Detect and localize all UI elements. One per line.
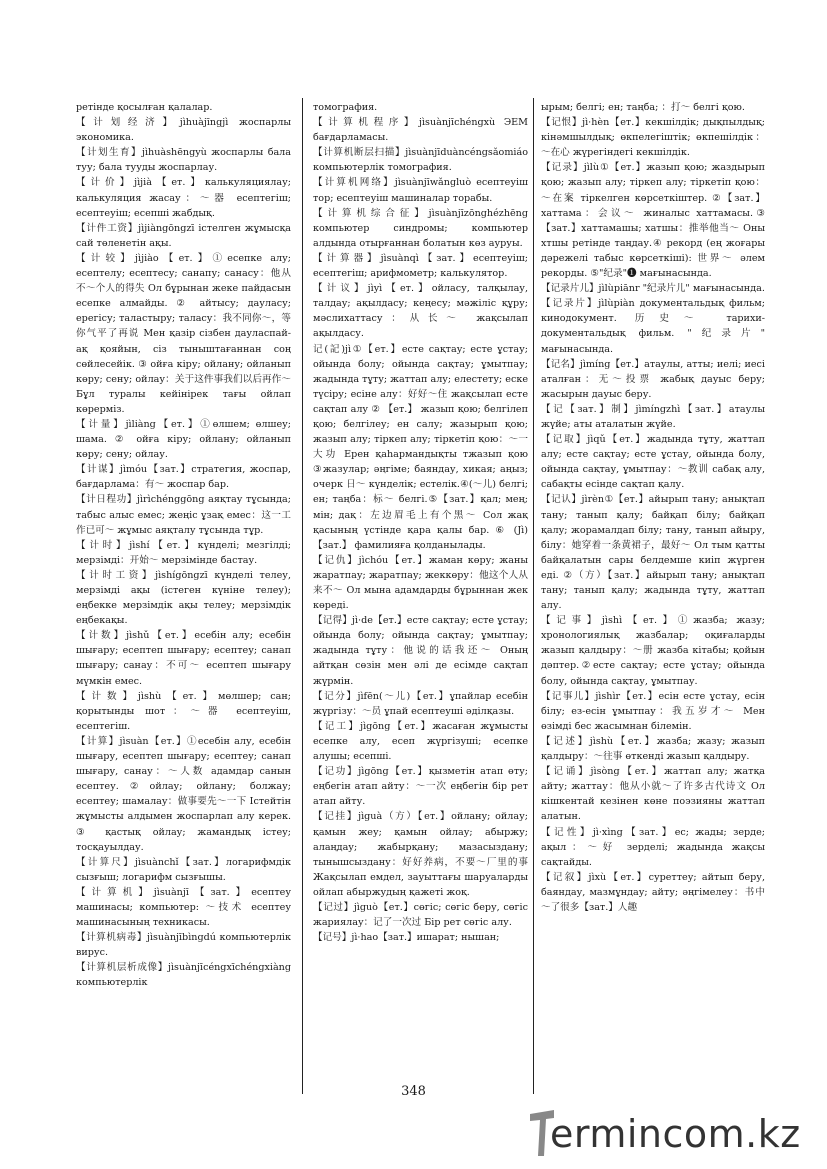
entry: 【记诵】jìsòng【ет.】жаттап алу; жатқа айту; жаттау：他从小就～了许多古代诗文 Ол кішкентай кезінен көне поэзияны жаттап алатын.	[541, 766, 765, 823]
entry: 【计算】jìsuàn【ет.】①есебін алу, есебін шығару, есептеп шығару; есептеу; санап шығару, санау：～人数 адамдар санын есептеу.②ойлау; ойлану; болжау; есептеу; шамалау：做事要先～一下 Істейтін жұмысты алдымен жоспарлап алу керек. ③ қастық ойлау; жамандық істеу; тосқауылдау.	[76, 735, 291, 853]
entry: 【计数】jìshǔ【ет.】есебін алу; есебін шығару; есептеп шығару; есептеу; санап шығару; санау：不可～ есептеп шығару мүмкін емес.	[76, 630, 291, 687]
entry: 【计议】jìyì【ет.】ойласу, талқылау, талдау; ақылдасу; кеңесу; мәжіліс құру; мәслихаттасу：从长～ жақсылап ақылдасу.	[313, 283, 528, 340]
entry: 【计算机断层扫描】jìsuànjīduàncéngsǎomiáo компьютерлік томография.	[313, 147, 528, 174]
entry: 【记事儿】jìshìr【ет.】есін есте ұстау, есін білу; ез-есін ұмытпау：我五岁才～ Мен өзімді бес жасымнан білемін.	[541, 690, 765, 732]
logo-text: ermincom.kz	[550, 1112, 801, 1156]
column-divider	[302, 98, 303, 1094]
dictionary-column-3	[541, 100, 765, 1090]
entry: 【计算尺】jìsuànchǐ【зат.】логарифмдік сызғыш; логарифм сызғышы.	[76, 856, 291, 883]
entry: 【记功】jìgōng【ет.】қызметін атап өту; еңбегін атап айту：～一次 еңбегін бір рет атап айту.	[313, 766, 528, 808]
entry: 【记录】jìlù①【ет.】жазып қою; жаздырып қою; жазып алу; тіркеп алу; тіркетіп қою：～在案 тіркелген көрсеткіштер. ②【зат.】хаттама：会议～ жиналыс хаттамасы.③【зат.】хаттамашы; хатшы：推举他当～ Оны хтшы ретінде таңдау.④ рекорд (ең жоғары дәрежелі табыс көрсеткіші): 世界～ әлем рекорды. ⑤"纪录"❶ мағынасында.	[541, 162, 765, 280]
entry: 【计较】jìjiào【ет.】①есепке алу; есептелу; есептесу; санапу; санасу：他从不～个人的得失 Ол бұрынан жеке пайдасын есепке алмайды. ② айтысу; дауласу; ерегісу; таластыру; таласу：我不同你～，等你气平了再说 Мен қазір сізбен дауласпай-ақ қояйын, сіз тыныштағаннан соң сөйлесейік. ③ ойға кіру; ойлану; ойланып көру; сену; ойлау：关于这件事我们以后再作～ Бұл туралы кейінірек тағы ойлап көрерміз.	[76, 252, 291, 415]
entry: 【计时】jìshí【ет.】күнделі; мезгілді; мерзімді：开始～ мерзімінде бастау.	[76, 539, 291, 566]
entry: 【计价】jìjià【ет.】калькуляциялау; калькуляция жасау：～器 есептегіш; есептеуіш; есепші жабдық.	[76, 177, 291, 219]
entry: 【计算器】jìsuànqì【зат.】есептеуіш; есептегіш; арифмометр; калькулятор.	[313, 252, 528, 280]
entry: томография.	[313, 102, 378, 113]
entry: 【记得】jì·de【ет.】есте сақтау; есте ұстау; ойында болу; ойында сақтау; ұмытпау; жадында тұту：他说的话我还～ Оның айтқан сөзін мен әлі де есімде сақтап жүрмін.	[313, 615, 528, 687]
entry: 【计时工资】jìshígōngzī күнделі телеу, мерзімді ақы (істеген күніне телеу); еңбекке мерзімдік ақы телеу; мерзімдік еңбекақы.	[76, 569, 291, 627]
entry: 【记事】jìshì【ет.】①жазба; жазу; хронологиялық жазбалар; оқиғаларды жазып қалдыру：～册 жазба кітабы; қойын дәптер.②есте сақтау; есте ұстау; ойында болу, ойында сақтау, ұмытпау.	[541, 615, 765, 687]
entry: 【计算机】jìsuànjī【зат.】есептеу машинасы; компьютер: ～技术 есептеу машинасының техникасы.	[76, 886, 291, 929]
entry: 【计日程功】jìrìchénggōng аяқтау тұсында; табыс алыс емес; жеңіс ұзақ емес：这一工作已可～ жұмыс аяқталу тұсында тұр.	[76, 494, 291, 536]
entry: 【计件工资】jìjiàngōngzī істелген жұмысқа сай төленетін ақы.	[76, 222, 291, 249]
entry: 【计算机层析成像】jìsuànjīcéngxīchéngxiàng компьютерлік	[76, 962, 291, 989]
entry: 【记恨】jì·hèn【ет.】кекшілдік; дықпылдық; кінәмшылдық; өкпелегіштік; өкпешілдік：～在心 жүрегіндегі кекшілдік.	[541, 117, 765, 159]
entry: 【计算机网络】jìsuànjīwǎngluò есептеуіш тор; есептеуіш машиналар торабы.	[313, 177, 528, 204]
termincom-logo	[530, 1110, 810, 1160]
entry: 【计量】jìliàng【ет.】①өлшем; өлшеу; шама. ② ойға кіру; ойлану; ойланып көру; сену; ойлау.	[76, 418, 291, 461]
dictionary-column-1	[76, 100, 291, 1090]
entry: 【计算机病毒】jìsuànjībìngdú компьютерлік вирус.	[76, 932, 291, 959]
entry: 【记叙】jìxù【ет.】суреттеу; айтып беру, баяндау, мазмұндау; айту; әңгімелеу：书中～了很多【зат.】人趣	[541, 871, 765, 913]
entry: 【计谋】jìmóu【зат.】стратегия, жоспар, бағдарлама：有～ жоспар бар.	[76, 464, 291, 491]
entry: 【记过】jìguò【ет.】сөгіс; сөгіс беру, сөгіс жариялау：记了一次过 Бір рет сөгіс алу.	[313, 901, 528, 929]
entry: 【记分】jìfēn(～儿)【ет.】ұпайлар есебін жүргізу：～员 ұпай есептеуші әділқазы.	[313, 690, 528, 717]
entry: 【记性】jì·xìng【зат.】ес; жады; зерде; ақыл：～好 зерделі; жадында жақсы сақтайды.	[541, 826, 765, 868]
entry: 记(記)jì①【ет.】есте сақтау; есте ұстау; ойында болу; ойында сақтау; ұмытпау; жадында тұту; жаттап алу; елестету; еске түсіру; есіне алу：好好～住 жақсылап есте сақтап алу ② 【ет.】 жазып қою; белгілеп қою; белгілеу; ен салу; жазырып қою; жазып алу; тіркеп алу; тіркетіп қою：～一大功 Ерен қаһармандықты тжазып қою ③жазулар; әңгіме; баяндау, хикая; аңыз; очерк 日～ күнделік; естелік.④(～儿) белгі; ен; таңба：标～ белгі.⑤【зат.】қал; мең; мін; дақ：左边眉毛上有个黑～ Сол жақ қасының үстінде қара қалы бар. ⑥ (Jì) 【зат.】 фамилияға қолданылады.	[313, 343, 528, 551]
page-number: 348	[401, 1084, 426, 1099]
entry: 【计划生育】jìhuàshēngyù жоспарлы бала туу; бала тууды жоспарлау.	[76, 147, 291, 174]
entry: 【记录片儿】jìlùpiānr "纪录片儿" мағынасында.	[541, 283, 765, 295]
entry: 【记工】jìgōng【ет.】жасаған жұмысты есепке алу, есеп жүргізуші; есепке алушы; есепші.	[313, 720, 528, 763]
column-divider	[533, 98, 534, 1094]
entry: ырым; белгі; ен; таңба; ：打～ белгі қою.	[541, 102, 745, 113]
entry: ретінде қосылған қалалар.	[76, 102, 213, 113]
entry: 【记述】jìshù【ет.】жазба; жазу; жазып қалдыру：～往事 өткенді жазып қалдыру.	[541, 735, 765, 763]
entry: 【记取】jìqǔ【ет.】жадында тұту, жаттап алу; есте сақтау; есте ұстау, ойында болу, ойында сақтау, ұмытпау：～教训 сабақ алу, сабақты есінде сақтап қалу.	[541, 434, 765, 491]
entry: 【记录片】jìlùpiàn документальдық фильм; кинодокумент. 历史～ тарихи-документальдық фильм. "纪录片" мағынасында.	[541, 298, 765, 355]
entry: 【记认】jìrèn①【ет.】айырып тану; анықтап тану; танып қалу; байқап білу; байқап қалу; жорамалдап білу; тану, танып айыру, білу：她穿着一条黄裙子，最好～ Ол тым қатты байқалатын сары белдемше киіп жүрген еді. ②（方）【зат.】айырып тану; анықтап тану; танып қалу; жадында тұту, жаттап алу.	[541, 494, 765, 612]
entry: 【记名】jìmíng【ет.】атаулы, атты; иелі; иесі аталған：无～投票 жабық дауыс беру; жасырын дауыс беру.	[541, 358, 765, 400]
entry: 【记号】jì·hao【зат.】ишарат; нышан;	[313, 932, 500, 944]
entry: 【计划经济】jìhuàjīngjì жоспарлы экономика.	[76, 117, 291, 144]
entry: 【计算机程序】jìsuànjīchéngxù ЭЕМ бағдарламасы.	[313, 117, 528, 144]
entry: 【记【зат.】制】jìmíngzhì【зат.】атаулы жүйе; аты аталатын жүйе.	[541, 403, 765, 430]
dictionary-column-2	[313, 100, 528, 1090]
entry: 【记仇】jìchóu【ет.】жаман көру; жаны жаратпау; жаратпау; жеккөру：他这个人从来不～ Ол мына адамдарды бұрыннан жек көреді.	[313, 554, 528, 612]
entry: 【计算机综合征】jìsuànjīzōnghézhēng компьютер синдромы; компьютер алдында отырғаннан болатын көз ауруы.	[313, 207, 528, 249]
entry: 【计数】jìshù【ет.】мөлшер; сан; қорытынды шот：～器 есептеуіш, есептегіш.	[76, 690, 291, 732]
entry: 【记挂】jìguà（方）【ет.】ойлану; ойлау; қамын жеу; қамын ойлау; абыржу; алаңдау; жабырқану; мазасыздану; тынышсыздану：好好养病，不要～厂里的事 Жақсылап емдел, зауыттағы шаруаларды ойлап абыржудың қажеті жоқ.	[313, 811, 528, 898]
